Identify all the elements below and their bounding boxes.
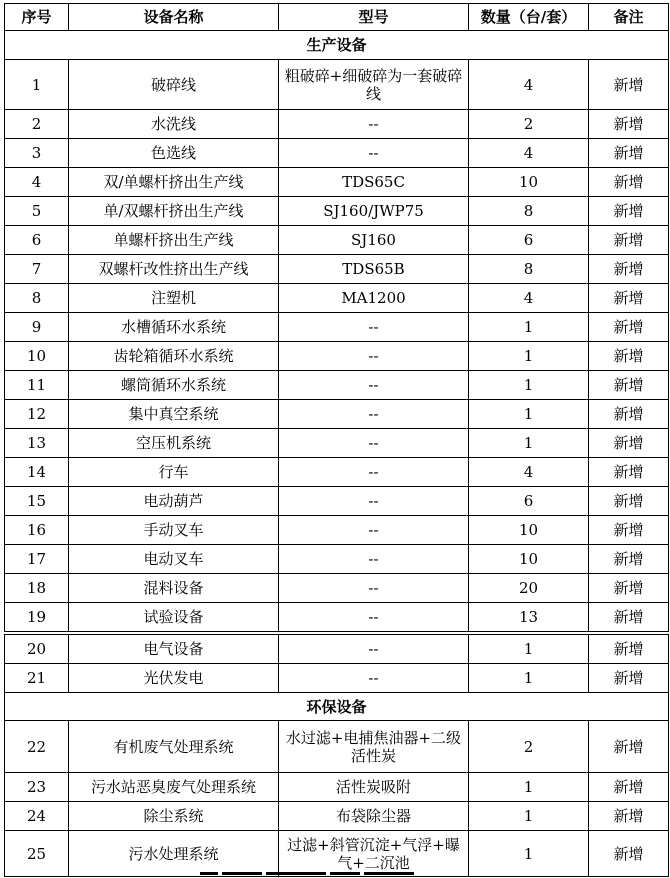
row-qty: 4 <box>469 139 589 168</box>
row-qty: 1 <box>469 802 589 831</box>
row-model: -- <box>279 458 469 487</box>
row-note: 新增 <box>589 226 669 255</box>
row-name: 双/单螺杆挤出生产线 <box>69 168 279 197</box>
row-model: MA1200 <box>279 284 469 313</box>
row-name: 水洗线 <box>69 110 279 139</box>
table-row <box>5 831 669 877</box>
row-no: 12 <box>5 400 69 429</box>
row-model: 活性炭吸附 <box>279 773 469 802</box>
table-row <box>5 226 669 255</box>
table-row <box>5 60 669 110</box>
row-no: 1 <box>5 60 69 110</box>
row-name: 空压机系统 <box>69 429 279 458</box>
row-model: 水过滤+电捕焦油器+二级活性炭 <box>279 721 469 773</box>
row-model: -- <box>279 516 469 545</box>
row-qty: 2 <box>469 721 589 773</box>
row-name: 电气设备 <box>69 635 279 664</box>
row-qty: 1 <box>469 773 589 802</box>
row-note: 新增 <box>589 635 669 664</box>
row-model: SJ160 <box>279 226 469 255</box>
table-row <box>5 458 669 487</box>
row-no: 8 <box>5 284 69 313</box>
row-qty: 8 <box>469 197 589 226</box>
row-model: -- <box>279 664 469 693</box>
table-row <box>5 487 669 516</box>
row-note: 新增 <box>589 342 669 371</box>
header-name: 设备名称 <box>69 4 279 31</box>
row-no: 9 <box>5 313 69 342</box>
row-name: 单螺杆挤出生产线 <box>69 226 279 255</box>
row-name: 注塑机 <box>69 284 279 313</box>
row-no: 18 <box>5 574 69 603</box>
row-name: 双螺杆改性挤出生产线 <box>69 255 279 284</box>
row-qty: 8 <box>469 255 589 284</box>
row-qty: 4 <box>469 284 589 313</box>
table-row <box>5 313 669 342</box>
header-qty: 数量（台/套） <box>469 4 589 31</box>
row-no: 17 <box>5 545 69 574</box>
row-note: 新增 <box>589 284 669 313</box>
table-row <box>5 603 669 632</box>
row-no: 7 <box>5 255 69 284</box>
row-note: 新增 <box>589 60 669 110</box>
row-qty: 1 <box>469 831 589 877</box>
cropped-caption-fragment <box>200 872 480 878</box>
row-qty: 1 <box>469 400 589 429</box>
row-name: 污水处理系统 <box>69 831 279 877</box>
table-row <box>5 284 669 313</box>
row-qty: 10 <box>469 168 589 197</box>
row-qty: 1 <box>469 664 589 693</box>
row-name: 电动葫芦 <box>69 487 279 516</box>
row-name: 光伏发电 <box>69 664 279 693</box>
row-model: -- <box>279 139 469 168</box>
row-qty: 1 <box>469 371 589 400</box>
row-no: 10 <box>5 342 69 371</box>
row-qty: 1 <box>469 429 589 458</box>
row-no: 21 <box>5 664 69 693</box>
row-no: 15 <box>5 487 69 516</box>
row-model: -- <box>279 110 469 139</box>
row-no: 22 <box>5 721 69 773</box>
row-model: -- <box>279 342 469 371</box>
table-row <box>5 400 669 429</box>
row-note: 新增 <box>589 603 669 632</box>
row-name: 电动叉车 <box>69 545 279 574</box>
row-qty: 1 <box>469 635 589 664</box>
row-qty: 6 <box>469 487 589 516</box>
row-name: 混料设备 <box>69 574 279 603</box>
table-row <box>5 664 669 693</box>
table-row <box>5 197 669 226</box>
row-note: 新增 <box>589 831 669 877</box>
table-row <box>5 721 669 773</box>
row-note: 新增 <box>589 313 669 342</box>
row-qty: 4 <box>469 458 589 487</box>
section-row-environmental <box>5 693 669 721</box>
row-model: -- <box>279 371 469 400</box>
row-note: 新增 <box>589 802 669 831</box>
row-no: 16 <box>5 516 69 545</box>
row-model: SJ160/JWP75 <box>279 197 469 226</box>
row-note: 新增 <box>589 458 669 487</box>
row-model: -- <box>279 545 469 574</box>
table-row <box>5 139 669 168</box>
equipment-table-part-2 <box>4 634 669 877</box>
row-model: -- <box>279 400 469 429</box>
row-qty: 4 <box>469 60 589 110</box>
row-model: -- <box>279 487 469 516</box>
section-title: 环保设备 <box>5 693 669 721</box>
table-row <box>5 110 669 139</box>
row-note: 新增 <box>589 110 669 139</box>
row-note: 新增 <box>589 197 669 226</box>
table-row <box>5 342 669 371</box>
table-row <box>5 545 669 574</box>
header-no: 序号 <box>5 4 69 31</box>
row-qty: 1 <box>469 342 589 371</box>
row-name: 行车 <box>69 458 279 487</box>
row-model: -- <box>279 429 469 458</box>
row-no: 2 <box>5 110 69 139</box>
table-row <box>5 516 669 545</box>
row-name: 集中真空系统 <box>69 400 279 429</box>
row-no: 24 <box>5 802 69 831</box>
row-qty: 6 <box>469 226 589 255</box>
row-no: 11 <box>5 371 69 400</box>
row-no: 23 <box>5 773 69 802</box>
row-model: -- <box>279 603 469 632</box>
row-qty: 13 <box>469 603 589 632</box>
row-no: 3 <box>5 139 69 168</box>
row-note: 新增 <box>589 574 669 603</box>
row-note: 新增 <box>589 429 669 458</box>
row-qty: 1 <box>469 313 589 342</box>
table-row <box>5 574 669 603</box>
row-name: 污水站恶臭废气处理系统 <box>69 773 279 802</box>
table-row <box>5 255 669 284</box>
row-qty: 2 <box>469 110 589 139</box>
row-model: 布袋除尘器 <box>279 802 469 831</box>
header-row <box>5 4 669 31</box>
equipment-table-part-1 <box>4 3 669 632</box>
row-no: 14 <box>5 458 69 487</box>
row-note: 新增 <box>589 487 669 516</box>
row-no: 13 <box>5 429 69 458</box>
table-row <box>5 635 669 664</box>
row-note: 新增 <box>589 545 669 574</box>
table-row <box>5 429 669 458</box>
row-name: 单/双螺杆挤出生产线 <box>69 197 279 226</box>
row-model: -- <box>279 635 469 664</box>
row-model: -- <box>279 313 469 342</box>
row-note: 新增 <box>589 400 669 429</box>
row-no: 6 <box>5 226 69 255</box>
header-model: 型号 <box>279 4 469 31</box>
section-title: 生产设备 <box>5 31 669 60</box>
row-name: 色选线 <box>69 139 279 168</box>
row-model: TDS65B <box>279 255 469 284</box>
table-row <box>5 371 669 400</box>
row-note: 新增 <box>589 371 669 400</box>
row-qty: 10 <box>469 516 589 545</box>
row-name: 螺筒循环水系统 <box>69 371 279 400</box>
row-name: 齿轮箱循环水系统 <box>69 342 279 371</box>
row-note: 新增 <box>589 773 669 802</box>
row-no: 20 <box>5 635 69 664</box>
section-row-production <box>5 31 669 60</box>
row-name: 试验设备 <box>69 603 279 632</box>
table-row <box>5 773 669 802</box>
row-note: 新增 <box>589 168 669 197</box>
row-name: 水槽循环水系统 <box>69 313 279 342</box>
row-model: -- <box>279 574 469 603</box>
row-name: 破碎线 <box>69 60 279 110</box>
row-model: TDS65C <box>279 168 469 197</box>
row-model: 过滤+斜管沉淀+气浮+曝气+二沉池 <box>279 831 469 877</box>
row-note: 新增 <box>589 664 669 693</box>
row-note: 新增 <box>589 721 669 773</box>
row-qty: 10 <box>469 545 589 574</box>
row-note: 新增 <box>589 255 669 284</box>
row-no: 4 <box>5 168 69 197</box>
row-model: 粗破碎+细破碎为一套破碎线 <box>279 60 469 110</box>
row-name: 有机废气处理系统 <box>69 721 279 773</box>
row-note: 新增 <box>589 139 669 168</box>
row-name: 手动叉车 <box>69 516 279 545</box>
row-qty: 20 <box>469 574 589 603</box>
row-no: 19 <box>5 603 69 632</box>
row-no: 5 <box>5 197 69 226</box>
table-row <box>5 168 669 197</box>
table-row <box>5 802 669 831</box>
header-note: 备注 <box>589 4 669 31</box>
row-no: 25 <box>5 831 69 877</box>
row-name: 除尘系统 <box>69 802 279 831</box>
row-note: 新增 <box>589 516 669 545</box>
